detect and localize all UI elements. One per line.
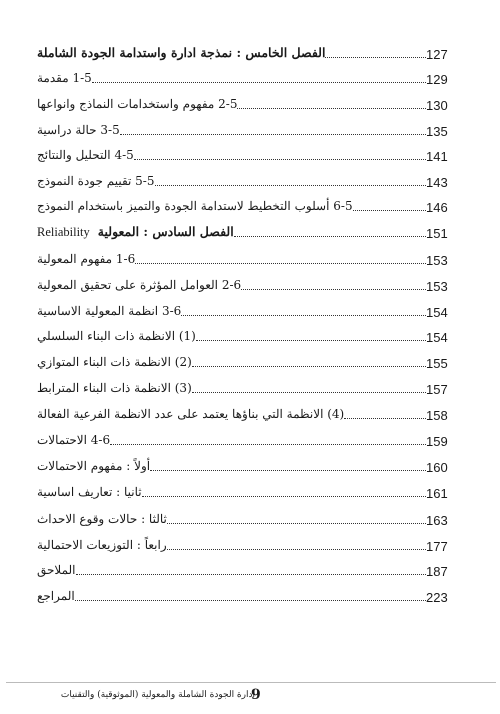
toc-entry-title <box>34 353 192 371</box>
toc-entry[interactable] <box>34 506 464 528</box>
toc-entry[interactable] <box>34 583 464 605</box>
toc-page-number: 127 <box>426 47 448 62</box>
toc-dot-leader <box>181 315 426 316</box>
toc-entry-title <box>34 561 76 579</box>
toc-entry-text: 5-5 تقييم جودة النموذج <box>37 174 155 188</box>
toc-entry[interactable] <box>34 323 464 345</box>
toc-entry[interactable] <box>34 91 464 113</box>
footer-page-number: 9 <box>251 687 261 703</box>
toc-entry-title <box>34 483 142 501</box>
toc-entry[interactable] <box>34 142 464 164</box>
toc-entry-title <box>34 327 196 345</box>
toc-entry[interactable] <box>34 40 464 62</box>
footer-book-title: ادارة الجودة الشاملة والمعولية (الموثوقية) والتقنيات <box>60 690 255 700</box>
toc-page-number: 187 <box>426 564 448 579</box>
toc-page-number: 154 <box>426 330 448 345</box>
toc-page-number: 157 <box>426 382 448 397</box>
toc-dot-leader <box>167 523 426 524</box>
toc-entry[interactable] <box>34 193 464 215</box>
toc-page-number: 160 <box>426 460 448 475</box>
toc-page-number: 155 <box>426 356 448 371</box>
toc-dot-leader <box>167 549 426 550</box>
toc-entry-title <box>34 536 167 554</box>
toc-dot-leader <box>75 600 426 601</box>
toc-entry-title <box>34 431 110 449</box>
toc-entry[interactable] <box>34 65 464 87</box>
toc-dot-leader <box>150 470 426 471</box>
toc-entry[interactable] <box>34 532 464 554</box>
toc-entry[interactable] <box>34 427 464 449</box>
toc-entry-text: (1) الانظمة ذات البناء السلسلي <box>37 329 196 343</box>
toc-entry-title <box>34 197 353 215</box>
toc-entry-title <box>34 69 92 87</box>
toc-entry-title <box>34 146 134 164</box>
toc-entry-text: 2-6 العوامل المؤثرة على تحقيق المعولية <box>37 278 242 292</box>
toc-page-number: 130 <box>426 98 448 113</box>
toc-entry-text: 1-6 مفهوم المعولية <box>37 252 136 266</box>
page-footer <box>0 687 500 710</box>
toc-entry[interactable] <box>34 246 464 268</box>
toc-entry-latin-term: Reliability <box>37 225 90 239</box>
toc-entry-text: أولاً : مفهوم الاحتمالات <box>37 459 151 473</box>
toc-entry[interactable] <box>34 117 464 139</box>
toc-entry[interactable] <box>34 375 464 397</box>
toc-dot-leader <box>134 159 426 160</box>
toc-entry-title <box>34 457 150 475</box>
toc-page-number: 163 <box>426 513 448 528</box>
toc-entry-text: 3-6 انظمة المعولية الاساسية <box>37 304 182 318</box>
toc-page-number: 146 <box>426 200 448 215</box>
toc-entry-text: الفصل السادس : المعولية <box>97 224 234 239</box>
toc-dot-leader <box>344 418 426 419</box>
toc-entry[interactable] <box>34 453 464 475</box>
toc-page-number: 135 <box>426 124 448 139</box>
toc-page-number: 129 <box>426 72 448 87</box>
toc-entry-title <box>34 172 155 190</box>
toc-entry-text: الفصل الخامس : نمذجة ادارة واستدامة الجودة الشاملة <box>37 45 326 60</box>
toc-entry-text: 6-5 أسلوب التخطيط لاستدامة الجودة والتميز باستخدام النموذج <box>37 199 353 213</box>
toc-entry-text: (2) الانظمة ذات البناء المتوازي <box>37 355 192 369</box>
toc-dot-leader <box>142 496 426 497</box>
toc-page-number: 177 <box>426 539 448 554</box>
toc-entry-text: المراجع <box>37 589 75 603</box>
toc-entry-title <box>34 379 192 397</box>
toc-dot-leader <box>76 574 426 575</box>
toc-dot-leader <box>92 82 426 83</box>
toc-entry-title <box>34 510 167 528</box>
toc-entry-text: 4-5 التحليل والنتائج <box>37 148 134 162</box>
toc-page-number: 159 <box>426 434 448 449</box>
toc-dot-leader <box>155 185 427 186</box>
toc-page-number: 143 <box>426 175 448 190</box>
toc-dot-leader <box>135 263 426 264</box>
toc-entry-title <box>34 250 135 268</box>
toc-dot-leader <box>241 289 426 290</box>
toc-entry-title <box>34 121 120 139</box>
toc-entry-text: 3-5 حالة دراسية <box>37 123 120 137</box>
toc-entry[interactable] <box>34 479 464 501</box>
toc-page-number: 223 <box>426 590 448 605</box>
toc-entry[interactable] <box>34 557 464 579</box>
footer-divider <box>6 682 496 683</box>
toc-entry[interactable] <box>34 168 464 190</box>
toc-entry-text: 1-5 مقدمة <box>37 71 92 85</box>
toc-entry-title <box>34 95 237 113</box>
toc-dot-leader <box>353 210 426 211</box>
toc-entry-text: (3) الانظمة ذات البناء المترابط <box>37 381 192 395</box>
toc-page-number: 158 <box>426 408 448 423</box>
toc-chapter-title <box>34 44 325 62</box>
toc-dot-leader <box>234 236 426 237</box>
toc-entry-text: (4) الانظمة التي بناؤها يعتمد على عدد الانظمة الفرعية الفعالة <box>37 407 345 421</box>
toc-entry-title <box>34 276 241 294</box>
toc-chapter-title <box>34 223 234 241</box>
toc-dot-leader <box>192 366 426 367</box>
toc-entry-title <box>34 302 181 320</box>
toc-page-number: 154 <box>426 305 448 320</box>
toc-page-number: 153 <box>426 279 448 294</box>
toc-dot-leader <box>120 134 426 135</box>
toc-entry[interactable] <box>34 219 464 241</box>
toc-page-number: 153 <box>426 253 448 268</box>
toc-entry[interactable] <box>34 272 464 294</box>
toc-page-number: 151 <box>426 226 448 241</box>
toc-entry-text: 2-5 مفهوم واستخدامات النماذج وانواعها <box>37 97 238 111</box>
toc-entry-text: رابعاً : التوزيعات الاحتمالية <box>37 538 167 552</box>
toc-dot-leader <box>196 340 426 341</box>
toc-entry-text: ثالثا : حالات وقوع الاحداث <box>37 512 167 526</box>
toc-dot-leader <box>110 444 426 445</box>
toc-entry-text: ثانيا : تعاريف اساسية <box>37 485 142 499</box>
toc-entry[interactable] <box>34 349 464 371</box>
toc-dot-leader <box>237 108 426 109</box>
toc-page-number: 161 <box>426 486 448 501</box>
toc-entry-title <box>34 587 75 605</box>
toc-dot-leader <box>192 392 426 393</box>
toc-entry-text: الملاحق <box>37 563 76 577</box>
toc-entry-text: 4-6 الاحتمالات <box>37 433 111 447</box>
toc-entry-title <box>34 405 344 423</box>
toc-page-number: 141 <box>426 149 448 164</box>
toc-entry[interactable] <box>34 401 464 423</box>
toc-dot-leader <box>325 57 426 58</box>
toc-entry[interactable] <box>34 298 464 320</box>
